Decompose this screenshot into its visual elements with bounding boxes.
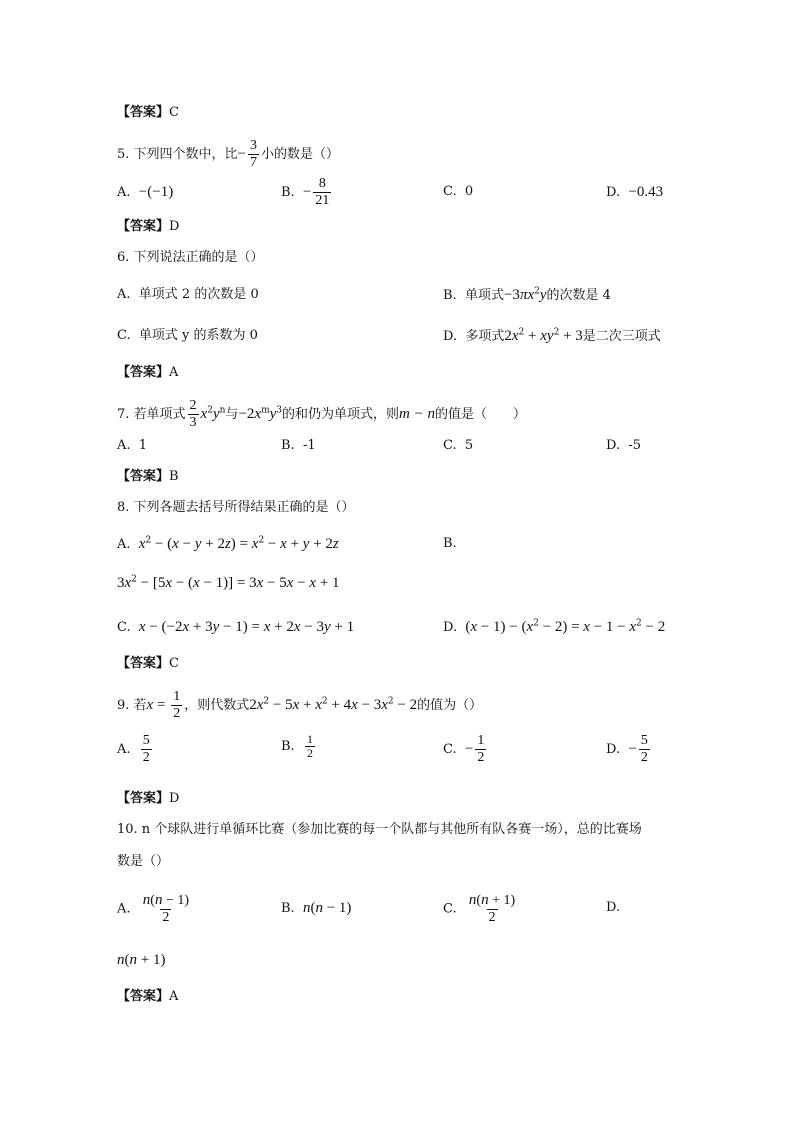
q5-option-b: B. − $\frac{8}{21}$ xyxy=(281,176,330,208)
q5-stem-end: 小的数是（） xyxy=(261,147,340,162)
question-6: 6. 下列说法正确的是（） xyxy=(117,250,264,265)
q7-option-d: D. -5 xyxy=(606,438,642,453)
answer-5: 【答案】D xyxy=(117,219,180,234)
question-8: 8. 下列各题去括号所得结果正确的是（） xyxy=(117,500,355,515)
q8-option-a: A. $x^2 - (x - y + 2z) = x^2 - x + y + 2z$ xyxy=(117,535,339,552)
q7-option-b: B. -1 xyxy=(281,438,316,453)
q10-option-c: C. $\frac{n(n + 1)}{2}$ xyxy=(443,892,516,925)
q5-option-a: A. −(−1) xyxy=(117,184,174,200)
q8-option-c: C. x − (−2x + 3y − 1) = x + 2x − 3y + 1 xyxy=(117,619,355,635)
question-7: 7. 若单项式 $\frac{2}{3}$ $x^2y^n$与$-2x^my^3$的和仍为单项式，则m − n的值是（ ） xyxy=(117,398,527,430)
q6-option-b: B. 单项式$-3\pi x^2y$的次数是 4 xyxy=(443,286,611,303)
answer-4 xyxy=(117,103,179,123)
q9-option-b: B. $\frac{1}{2}$ xyxy=(281,732,313,760)
q8-option-b: B. xyxy=(443,536,457,551)
question-9: 9. 若x = $\frac{1}{2}$ ，则代数式$2x^2 - 5x + x^2 + 4x - 3x^2 - 2$的值为（） xyxy=(117,689,483,721)
question-10-line2: 数是（） xyxy=(117,854,170,869)
answer-7: 【答案】B xyxy=(117,469,179,484)
q8-option-b-expr: $3x^2 - [5x - (x - 1)] = 3x - 5x - x + 1$ xyxy=(117,574,340,591)
question-5: 5. 下列四个数中，比− $\frac{3}{7}$ 小的数是（） xyxy=(117,138,340,170)
q5-fraction: $\frac{3}{7}$ xyxy=(250,138,258,170)
answer-label: 【答案】 xyxy=(117,105,170,120)
q10-option-d-expr: n(n + 1) xyxy=(117,952,166,968)
q10-option-d: D. xyxy=(606,900,621,915)
q5-option-c: C. 0 xyxy=(443,184,474,199)
q6-option-c: C. 单项式 y 的系数为 0 xyxy=(117,328,258,343)
q10-option-b: B. n(n − 1) xyxy=(281,900,352,916)
q8-option-d: D. $(x - 1) - (x^2 - 2) = x - 1 - x^2 - 2$ xyxy=(443,618,666,635)
q9-option-c: C. − $\frac{1}{2}$ xyxy=(443,733,485,765)
answer-6: 【答案】A xyxy=(117,365,179,380)
question-10-line1: 10. n 个球队进行单循环比赛（参加比赛的每一个队都与其他所有队各赛一场），总的比赛场 xyxy=(117,822,642,837)
q10-option-a: A. $\frac{n(n - 1)}{2}$ xyxy=(117,892,190,925)
q9-option-a: A. $\frac{5}{2}$ xyxy=(117,733,150,765)
q7-option-a: A. 1 xyxy=(117,438,148,453)
answer-9: 【答案】D xyxy=(117,791,180,806)
answer-10: 【答案】A xyxy=(117,989,179,1004)
q9-option-d: D. − $\frac{5}{2}$ xyxy=(606,733,648,765)
answer-8: 【答案】C xyxy=(117,656,179,671)
q5-stem: 5. 下列四个数中，比 xyxy=(117,147,238,162)
q6-option-d: D. 多项式$2x^2 + xy^2 + 3$是二次三项式 xyxy=(443,327,661,344)
answer-value: C xyxy=(169,105,179,120)
q6-option-a: A. 单项式 2 的次数是 0 xyxy=(117,287,259,302)
q5-option-d: D. −0.43 xyxy=(606,184,664,200)
q7-option-c: C. 5 xyxy=(443,438,474,453)
